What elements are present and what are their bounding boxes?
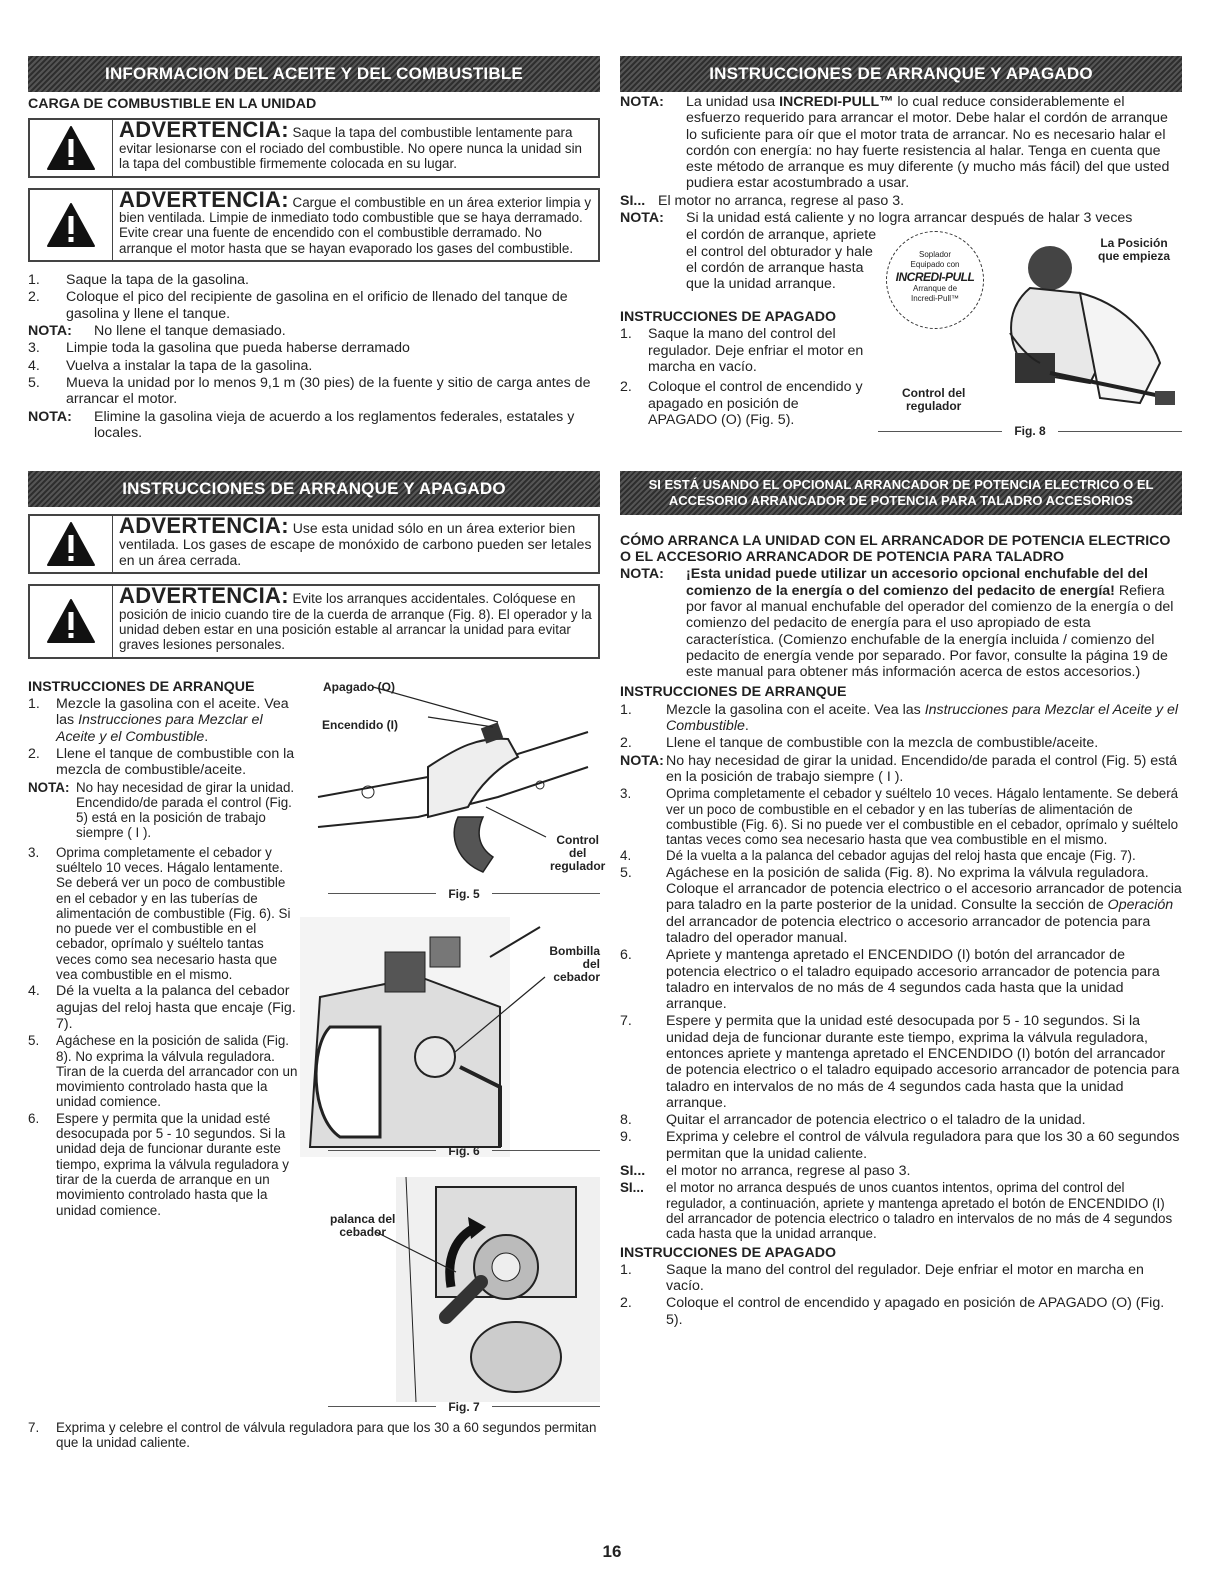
step-text-part: Mezcle la gasolina con el aceite. Vea las (666, 701, 925, 718)
step-number: 2. (28, 745, 40, 762)
list-item (28, 289, 600, 322)
section-banner: INSTRUCCIONES DE ARRANQUE Y APAGADO (28, 471, 600, 507)
list-item (28, 323, 600, 339)
warning-heading: ADVERTENCIA: (119, 186, 289, 212)
if-label: SI... (620, 1180, 644, 1196)
incredi-pull-logo: INCREDI-PULL (895, 270, 975, 285)
step-text: Vuelva a instalar la tapa de la gasolina. (66, 357, 313, 374)
warning-heading: ADVERTENCIA: (119, 583, 289, 609)
step-number: 2. (28, 289, 40, 306)
step-text: Llene el tanque de combustible con la mezcla de combustible/aceite. (666, 735, 1099, 752)
step-number: 2. (620, 379, 632, 396)
step-text: Mueva la unidad por lo menos 9,1 m (30 pies) de la fuente y sitio de carga antes de arrancar el motor. (66, 374, 591, 408)
note-label: NOTA: (28, 779, 70, 795)
figure-caption: Fig. 8 (1014, 424, 1046, 439)
incredi-pull-badge (886, 231, 984, 329)
step-number: 1. (28, 696, 40, 713)
note-text: No hay necesidad de girar la unidad. Encendido/de parada el control (Fig. 5) está en la posición de trabajo siempre ( I ). (666, 752, 1178, 785)
warning-heading: ADVERTENCIA: (119, 117, 289, 143)
figure-label (330, 1213, 395, 1239)
step-text: Apriete y mantenga apretado el ENCENDIDO (I) botón del arrancador de potencia electrico o el taladro equipado accesorio arrancador de potencia para taladro en intervalos de no más de 4 segundos cada hasta que la unidad arranque. (666, 947, 1160, 1013)
figure-caption: Fig. 5 (448, 886, 480, 901)
note-text-part: La unidad usa (686, 94, 780, 110)
step-number: 4. (620, 848, 632, 864)
figure-caption-row (328, 1143, 600, 1159)
note-label: NOTA: (620, 210, 664, 227)
section-heading: INSTRUCCIONES DE APAGADO (620, 309, 836, 326)
figure-label-line: que empieza (1098, 249, 1171, 264)
fuel-steps-list (28, 272, 600, 441)
right-column (620, 56, 1182, 1329)
step-text: Exprima y celebre el control de válvula reguladora para que los 30 a 60 segundos permitan que la unidad caliente. (666, 1129, 1180, 1162)
figure-6 (300, 917, 600, 1177)
step-number: 7. (28, 1419, 40, 1435)
note-text (686, 94, 1182, 192)
figure-label-line: Control del (556, 832, 599, 860)
figure-label-line: cebador (339, 1224, 387, 1239)
step-text-part: . (744, 718, 749, 735)
choke-lever-illustration (306, 1177, 600, 1402)
step-text: Saque la tapa de la gasolina. (66, 272, 250, 289)
step-text: Saque la mano del control del regulador. Deje enfriar el motor en marcha en vacío. (666, 1261, 1144, 1295)
warning-icon (30, 190, 112, 261)
section-heading: CARGA DE COMBUSTIBLE EN LA UNIDAD (28, 96, 317, 112)
step-text-part: . (204, 728, 209, 745)
if-label: SI... (620, 1163, 646, 1180)
warning-heading: ADVERTENCIA: (119, 513, 289, 539)
step-text: Dé la vuelta a la palanca del cebador agujas del reloj hasta que encaje (Fig. 7). (56, 983, 296, 1032)
step-number: 9. (620, 1129, 632, 1146)
note-text: No llene el tanque demasiado. (94, 323, 286, 340)
step-number: 3. (620, 786, 632, 802)
step-link-text: Operación (1107, 897, 1174, 914)
page-number: 16 (602, 1542, 622, 1561)
section-heading: INSTRUCCIONES DE ARRANQUE (620, 684, 847, 701)
warning-icon (30, 516, 112, 572)
figure-label (550, 834, 605, 873)
note-text-part: Refiera por favor al manual enchufable del operador del comienzo de la energía o del comienzo del pedacito de energía para el uso apropiado de esta característica. (Comienzo enchufable de la energía incluida / comienzo del pedacito de energía vende por separado. Por favor, consulte la página 19 de este manual para obtener más información acerca de estos accesorios.) (686, 582, 1174, 681)
figure-label-line: del cebador (553, 956, 600, 984)
list-item (28, 409, 600, 442)
step-number: 1. (28, 272, 40, 289)
figure-label (902, 387, 965, 413)
step-text: Limpie toda la gasolina que pueda haberse derramado (66, 340, 410, 357)
banner-line: SI ESTÁ USANDO EL OPCIONAL ARRANCADOR DE POTENCIA ELECTRICO O EL (648, 477, 1154, 493)
figure-label-line: palanca del (330, 1211, 396, 1226)
step-text (56, 696, 298, 745)
step-text: Espere y permita que la unidad esté desocupada por 5 - 10 segundos. Si la unidad deja de funcionar durante este tiempo, exprima la válvula reguladora y tirar de la cuerda de arranque en un movimiento controlado hasta que la unidad comience. (56, 1110, 289, 1218)
figure-caption-row (328, 1399, 600, 1415)
note-label: NOTA: (620, 94, 664, 110)
note-label: NOTA: (28, 408, 72, 425)
figure-label-line: Control del (902, 386, 966, 401)
if-text: el motor no arranca, regrese al paso 3. (666, 1163, 911, 1180)
figure-caption: Fig. 7 (448, 1399, 480, 1414)
step-number: 8. (620, 1112, 632, 1129)
figure-7 (306, 1177, 600, 1412)
warning-icon (30, 586, 112, 657)
step-text: Saque la mano del control del regulador. Deje enfriar el motor en marcha en vacío. (648, 326, 864, 375)
figure-label: Encendido (I) (322, 717, 398, 732)
step-text: Oprima completamente el cebador y suéltelo 10 veces. Hágalo lentamente. Se deberá ver un poco de combustible en el cebador y en las tuberías de alimentación de combustible (Fig. 6). Si no puede ver el combustible en el cebador, oprímalo y suéltelo tantas veces como sea necesario hasta que vea combustible en el mismo. (56, 844, 291, 983)
step-number: 5. (28, 374, 40, 391)
step-text-part: Agáchese en la posición de salida (Fig. 8). No exprima la válvula reguladora. Coloque el arrancador de potencia electrico o el accesorio arrancador de potencia para taladro en la parte posterior de la unidad. Consulte la sección de (666, 864, 1182, 914)
figure-label-line: regulador (905, 399, 962, 414)
section-banner: INSTRUCCIONES DE ARRANQUE Y APAGADO (620, 56, 1182, 92)
note-label: NOTA: (620, 566, 664, 583)
if-text: el motor no arranca después de unos cuantos intentos, oprima del control del regulador, a continuación, apriete y mantenga apretado el botón de ENCENDIDO (I) del arrancador de potencia electrico o taladro en intervalos de no más de 4 segundos cada hasta que la unidad arranque. (666, 1180, 1173, 1242)
step-number: 6. (620, 947, 632, 964)
warning-box (28, 584, 600, 659)
section-heading: INSTRUCCIONES DE ARRANQUE (28, 678, 255, 695)
list-item (28, 375, 600, 408)
figure-label-line: Bombilla (549, 943, 600, 958)
step-text: Espere y permita que la unidad esté desocupada por 5 - 10 segundos. Si la unidad deja de funcionar durante este tiempo, exprima la válvula reguladora, entonces apriete y mantenga apretado el ENCENDIDO (I) botón del arrancador de potencia electrico o el taladro equipado accesorio arrancador de potencia para taladro en intervalos de no más de 4 segundos cada hasta que la unidad arranque. (666, 1013, 1180, 1111)
step-number: 1. (620, 701, 632, 718)
step-link-text: Instrucciones para Mezclar el Aceite y el Combustible (56, 712, 263, 745)
step-text: Exprima y celebre el control de válvula reguladora para que los 30 a 60 segundos permitan que la unidad caliente. (56, 1419, 597, 1451)
badge-text: Soplador (918, 250, 952, 260)
step-text-part: Mezcle la gasolina con el aceite. Vea las (56, 696, 289, 729)
step-number: 1. (620, 326, 632, 343)
left-column (28, 56, 606, 1467)
warning-box (28, 118, 600, 177)
figure-caption: Fig. 6 (448, 1143, 480, 1158)
step-number: 2. (620, 1295, 632, 1312)
note-text (686, 566, 1182, 680)
section-banner (620, 471, 1182, 515)
note-bold-text: ¡Esta unidad puede utilizar un accesorio opcional enchufable del del comienzo de la energía o del comienzo del pedacito de energía! (686, 566, 1148, 599)
list-item (28, 340, 600, 356)
step-text (666, 702, 1182, 735)
if-text: El motor no arranca, regrese al paso 3. (658, 192, 905, 209)
step-text: Coloque el control de encendido y apagado en posición de APAGADO (O) (Fig. 5). (666, 1295, 1165, 1328)
warning-text: Saque la tapa del combustible lentamente para evitar lesionarse con el rociado del combustible. No opere nunca la unidad sin la tapa del combustible firmemente colocada en su lugar. (119, 125, 582, 172)
step-text: Coloque el control de encendido y apagado en posición de APAGADO (O) (Fig. 5). (648, 379, 863, 428)
step-number: 5. (28, 1033, 40, 1049)
warning-text: Cargue el combustible en un área exterior limpia y bien ventilada. Limpie de inmediato todo combustible que se haya derramado. Evite crear una fuente de encendido con el combustible derramado. No arranque el motor hasta que se hayan evaporado los gases del combustible. (119, 194, 592, 256)
step-text (666, 865, 1182, 946)
step-text: Agáchese en la posición de salida (Fig. 8). No exprima la válvula reguladora. Tiran de la cuerda del arrancador con un movimiento controlado hasta que la unidad comience. (56, 1033, 298, 1110)
note-text: Si la unidad está caliente y no logra arrancar después de halar 3 veces (686, 210, 1133, 227)
figure-label-line: regulador (550, 858, 606, 873)
step-number: 5. (620, 864, 632, 881)
warning-box (28, 514, 600, 574)
step-text: Quitar el arrancador de potencia electrico o el taladro de la unidad. (666, 1112, 1086, 1129)
warning-text: Use esta unidad sólo en un área exterior bien ventilada. Los gases de escape de monóxido de carbono pueden ser letales en un área cerrada. (119, 520, 592, 569)
step-number: 3. (28, 340, 40, 357)
if-label: SI... (620, 192, 646, 209)
figure-caption-row (878, 423, 1182, 439)
note-label: NOTA: (28, 323, 72, 340)
section-heading: CÓMO ARRANCA LA UNIDAD CON EL ARRANCADOR DE POTENCIA ELECTRICO O EL ACCESORIO ARRANCADOR DE POTENCIA PARA TALADRO (620, 533, 1171, 566)
note-text: Elimine la gasolina vieja de acuerdo a los reglamentos federales, estatales y locales. (94, 408, 575, 441)
badge-text: Incredi-Pull™ (910, 294, 959, 304)
step-text: Oprima completamente el cebador y suéltelo 10 veces. Hágalo lentamente. Se deberá ver un poco de combustible en el cebador y en las tuberías de alimentación de combustible (Fig. 6). Si no puede ver el combustible en el cebador, oprímalo y suéltelo tantas veces como sea necesario hasta que vea combustible en el mismo. (666, 786, 1179, 848)
note-text-part: lo cual reduce considerablemente el esfuerzo requerido para arrancar el motor. Debe halar el cordón de arranque lo suficiente para oír que el motor trata de arrancar. No es necesario halar el cordón con energía: no hay fuerte resistencia al halar. Tenga en cuenta que este método de arranque es muy diferente (y mucho más fácil) del que usted pudiera estar acostumbrado a usar. (686, 94, 1170, 192)
note-text: No hay necesidad de girar la unidad. Encendido/de parada el control (Fig. 5) está en la posición de trabajo siempre ( I ). (76, 779, 295, 841)
figure-caption-row (328, 886, 600, 902)
note-label: NOTA: (620, 752, 664, 769)
step-text-part: del arrancador de potencia electrico o accesorio arrancador de potencia para taladro del operador manual. (666, 913, 1151, 946)
brand-name: INCREDI-PULL™ (779, 94, 894, 110)
badge-text: Equipado con (910, 260, 960, 270)
list-item (28, 272, 600, 288)
warning-text: Evite los arranques accidentales. Colóquese en posición de inicio cuando tire de la cuerda de arranque (Fig. 8). El operador y la unidad deben estar en una posición estable al arrancar la unidad para evitar graves lesiones personales. (119, 591, 592, 653)
figure-label-line: La Posición (1100, 236, 1168, 251)
banner-line: ACCESORIO ARRANCADOR DE POTENCIA PARA TALADRO ACCESORIOS (668, 493, 1134, 509)
list-item (28, 358, 600, 374)
figure-label: Apagado (O) (323, 679, 395, 694)
step-number: 6. (28, 1110, 40, 1126)
section-banner: INFORMACION DEL ACEITE Y DEL COMBUSTIBLE (28, 56, 600, 92)
note-text: el cordón de arranque, apriete el control del obturador y hale el cordón de arranque hasta que la unidad arranque. (686, 227, 877, 293)
step-text: Coloque el pico del recipiente de gasolina en el orificio de llenado del tanque de gasolina y llene el tanque. (66, 289, 568, 322)
step-link-text: Instrucciones para Mezclar el Aceite y el Combustible (666, 701, 1179, 735)
step-number: 1. (620, 1261, 632, 1278)
section-heading: INSTRUCCIONES DE APAGADO (620, 1244, 836, 1261)
step-text: Llene el tanque de combustible con la mezcla de combustible/aceite. (56, 745, 295, 779)
step-number: 4. (28, 983, 40, 1000)
step-number: 3. (28, 844, 40, 860)
badge-text: Arranque de (912, 284, 958, 294)
step-number: 7. (620, 1013, 632, 1030)
figure-label (536, 945, 600, 984)
step-number: 4. (28, 357, 40, 374)
warning-box (28, 188, 600, 263)
figure-5 (308, 677, 606, 901)
warning-icon (30, 120, 112, 175)
step-number: 2. (620, 735, 632, 752)
step-text: Dé la vuelta a la palanca del cebador agujas del reloj hasta que encaje (Fig. 7). (666, 848, 1136, 864)
figure-label (1098, 237, 1170, 263)
